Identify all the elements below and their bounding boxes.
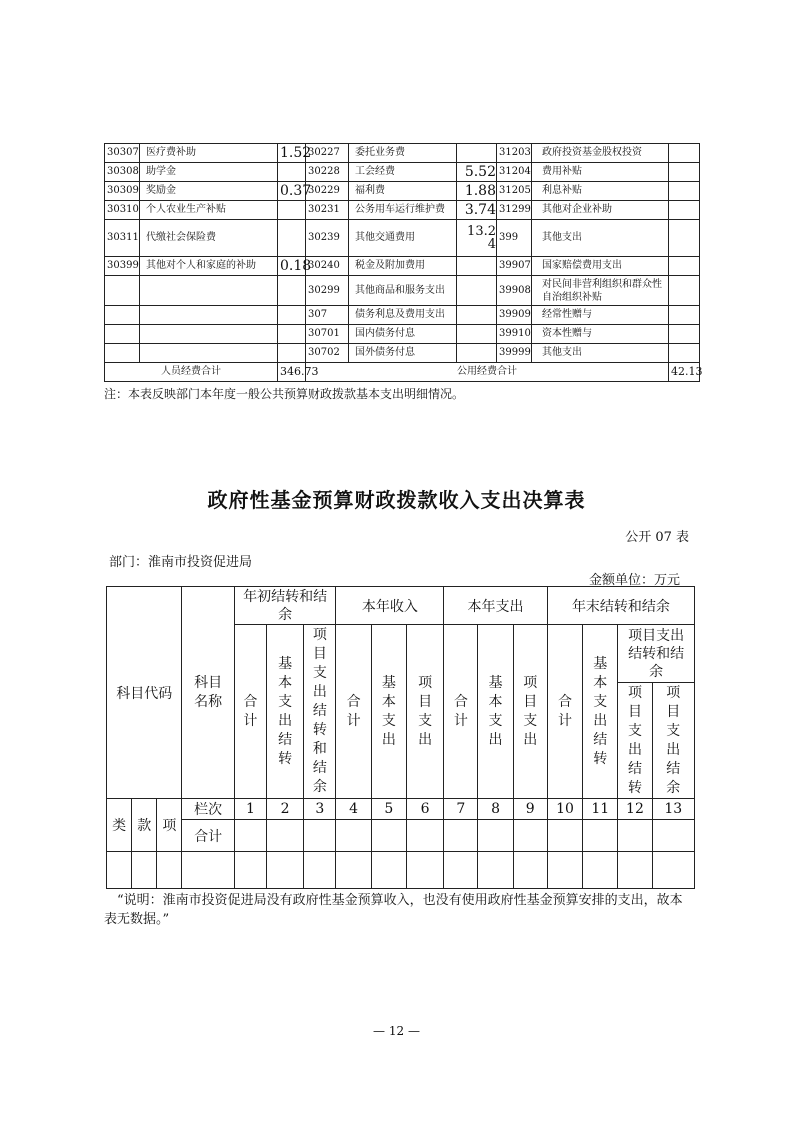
total-cell bbox=[547, 820, 582, 852]
column-number: 6 bbox=[406, 799, 443, 820]
item-code: 30309 bbox=[105, 182, 140, 201]
header-end-balance: 年末结转和结余 bbox=[547, 587, 694, 625]
page-number: — 12 — bbox=[373, 1024, 420, 1038]
item-amount: 1.88 bbox=[457, 182, 497, 201]
page-title: 政府性基金预算财政拨款收入支出决算表 bbox=[207, 488, 586, 512]
item-code: 39909 bbox=[497, 306, 532, 325]
table-row bbox=[105, 306, 700, 325]
column-number: 8 bbox=[478, 799, 513, 820]
item-amount bbox=[669, 344, 700, 363]
data-cell bbox=[444, 852, 478, 889]
item-amount bbox=[669, 306, 700, 325]
item-amount bbox=[669, 325, 700, 344]
item-amount bbox=[457, 257, 497, 276]
data-cell bbox=[406, 852, 443, 889]
table-row bbox=[105, 163, 700, 182]
header-end-project-surplus: 项目支出结余 bbox=[652, 683, 694, 799]
item-code: 30399 bbox=[105, 257, 140, 276]
column-number: 13 bbox=[652, 799, 694, 820]
item-name: 国家赔偿费用支出 bbox=[532, 257, 669, 276]
header-expense-basic: 基本支出 bbox=[478, 625, 513, 799]
item-amount: 13.24 bbox=[457, 220, 497, 257]
item-code: 399 bbox=[497, 220, 532, 257]
public-total-value: 42.13 bbox=[669, 363, 700, 382]
header-xiang: 项 bbox=[157, 799, 182, 852]
item-amount bbox=[669, 276, 700, 306]
item-name: 其他支出 bbox=[532, 220, 669, 257]
header-income-project: 项目支出 bbox=[406, 625, 443, 799]
total-cell bbox=[406, 820, 443, 852]
item-code: 30701 bbox=[306, 325, 349, 344]
item-name: 国外债务付息 bbox=[349, 344, 457, 363]
item-amount bbox=[278, 306, 306, 325]
column-number: 10 bbox=[547, 799, 582, 820]
data-cell bbox=[234, 852, 266, 889]
public-total-label: 公用经费合计 bbox=[306, 363, 669, 382]
item-amount: 0.18 bbox=[278, 257, 306, 276]
item-amount bbox=[457, 276, 497, 306]
personnel-total-label: 人员经费合计 bbox=[105, 363, 278, 382]
item-name bbox=[140, 306, 278, 325]
column-index-label: 栏次 bbox=[182, 799, 234, 820]
item-code: 30229 bbox=[306, 182, 349, 201]
item-code: 30307 bbox=[105, 144, 140, 163]
data-cell bbox=[267, 852, 304, 889]
personnel-total-value: 346.73 bbox=[278, 363, 306, 382]
item-name: 政府投资基金股权投资 bbox=[532, 144, 669, 163]
item-code bbox=[105, 306, 140, 325]
table-row bbox=[105, 201, 700, 220]
department-label: 部门：淮南市投资促进局 bbox=[109, 555, 253, 570]
amount-unit-label: 金额单位：万元 bbox=[588, 573, 680, 588]
header-end-basic: 基本支出结转 bbox=[583, 625, 618, 799]
item-name: 其他对企业补助 bbox=[532, 201, 669, 220]
item-name: 助学金 bbox=[140, 163, 278, 182]
item-amount bbox=[278, 163, 306, 182]
column-number: 4 bbox=[336, 799, 371, 820]
item-code: 31299 bbox=[497, 201, 532, 220]
total-row-label: 合计 bbox=[182, 820, 234, 852]
header-begin-balance: 年初结转和结余 bbox=[234, 587, 336, 625]
item-name: 其他对个人和家庭的补助 bbox=[140, 257, 278, 276]
data-cell bbox=[107, 852, 132, 889]
item-amount bbox=[278, 276, 306, 306]
header-end-project: 项目支出结转和结余 bbox=[618, 625, 695, 683]
item-name: 费用补贴 bbox=[532, 163, 669, 182]
item-amount bbox=[669, 220, 700, 257]
data-cell bbox=[478, 852, 513, 889]
item-name: 经常性赠与 bbox=[532, 306, 669, 325]
table-number: 公开 07 表 bbox=[625, 530, 689, 545]
basic-expenditure-detail-table bbox=[104, 143, 703, 382]
item-code bbox=[105, 325, 140, 344]
item-code: 31204 bbox=[497, 163, 532, 182]
item-code: 30228 bbox=[306, 163, 349, 182]
data-cell bbox=[513, 852, 547, 889]
item-code: 39907 bbox=[497, 257, 532, 276]
item-name: 奖励金 bbox=[140, 182, 278, 201]
column-number: 12 bbox=[618, 799, 652, 820]
item-name: 其他交通费用 bbox=[349, 220, 457, 257]
item-name: 工会经费 bbox=[349, 163, 457, 182]
header-end-project-carry: 项目支出结转 bbox=[618, 683, 652, 799]
data-cell bbox=[157, 852, 182, 889]
header-income-basic: 基本支出 bbox=[371, 625, 406, 799]
item-amount: 5.52 bbox=[457, 163, 497, 182]
item-code bbox=[105, 344, 140, 363]
total-cell bbox=[234, 820, 266, 852]
item-code: 307 bbox=[306, 306, 349, 325]
item-code: 30311 bbox=[105, 220, 140, 257]
header-expense-total: 合计 bbox=[444, 625, 478, 799]
header-begin-project: 项目支出结转和结余 bbox=[304, 625, 336, 799]
item-code: 30240 bbox=[306, 257, 349, 276]
data-cell bbox=[182, 852, 234, 889]
item-code: 30239 bbox=[306, 220, 349, 257]
item-amount: 0.37 bbox=[278, 182, 306, 201]
total-cell bbox=[583, 820, 618, 852]
total-cell bbox=[304, 820, 336, 852]
header-begin-basic: 基本支出结转 bbox=[267, 625, 304, 799]
data-cell bbox=[547, 852, 582, 889]
item-code: 30299 bbox=[306, 276, 349, 306]
item-name: 代缴社会保险费 bbox=[140, 220, 278, 257]
column-number: 2 bbox=[267, 799, 304, 820]
table-row bbox=[105, 276, 700, 306]
header-income: 本年收入 bbox=[336, 587, 444, 625]
header-lei: 类 bbox=[107, 799, 132, 852]
header-end-total: 合计 bbox=[547, 625, 582, 799]
total-cell bbox=[336, 820, 371, 852]
header-begin-total: 合计 bbox=[234, 625, 266, 799]
item-code: 30702 bbox=[306, 344, 349, 363]
item-name: 国内债务付息 bbox=[349, 325, 457, 344]
data-cell bbox=[304, 852, 336, 889]
item-amount bbox=[669, 257, 700, 276]
item-amount bbox=[669, 163, 700, 182]
item-name bbox=[140, 276, 278, 306]
item-name: 公务用车运行维护费 bbox=[349, 201, 457, 220]
item-name: 税金及附加费用 bbox=[349, 257, 457, 276]
item-code bbox=[105, 276, 140, 306]
item-code: 30308 bbox=[105, 163, 140, 182]
item-code: 39908 bbox=[497, 276, 532, 306]
item-name bbox=[140, 325, 278, 344]
table-row bbox=[105, 182, 700, 201]
header-income-total: 合计 bbox=[336, 625, 371, 799]
column-number: 9 bbox=[513, 799, 547, 820]
data-cell bbox=[583, 852, 618, 889]
total-cell bbox=[444, 820, 478, 852]
government-fund-budget-table bbox=[106, 586, 695, 889]
item-amount: 1.52 bbox=[278, 144, 306, 163]
header-expense-project: 项目支出 bbox=[513, 625, 547, 799]
table-row bbox=[105, 144, 700, 163]
item-name bbox=[140, 344, 278, 363]
column-number: 5 bbox=[371, 799, 406, 820]
item-amount bbox=[457, 144, 497, 163]
total-cell bbox=[371, 820, 406, 852]
item-name: 债务利息及费用支出 bbox=[349, 306, 457, 325]
data-cell bbox=[132, 852, 157, 889]
item-amount bbox=[457, 306, 497, 325]
item-amount bbox=[457, 344, 497, 363]
table-note: 注：本表反映部门本年度一般公共预算财政拨款基本支出明细情况。 bbox=[104, 387, 465, 401]
item-name: 医疗费补助 bbox=[140, 144, 278, 163]
item-code: 30227 bbox=[306, 144, 349, 163]
table-row bbox=[105, 325, 700, 344]
total-cell bbox=[618, 820, 652, 852]
item-name: 其他商品和服务支出 bbox=[349, 276, 457, 306]
item-amount bbox=[278, 325, 306, 344]
data-cell bbox=[371, 852, 406, 889]
explanation-note: “说明：淮南市投资促进局没有政府性基金预算收入，也没有使用政府性基金预算安排的支出，故本表无数据。” bbox=[104, 893, 683, 927]
total-cell bbox=[513, 820, 547, 852]
header-subject-name: 科目名称 bbox=[182, 587, 234, 799]
totals-row bbox=[105, 363, 700, 382]
item-amount: 3.74 bbox=[457, 201, 497, 220]
header-subject-code: 科目代码 bbox=[107, 587, 182, 799]
total-cell bbox=[478, 820, 513, 852]
data-cell bbox=[336, 852, 371, 889]
item-name: 利息补贴 bbox=[532, 182, 669, 201]
header-kuan: 款 bbox=[132, 799, 157, 852]
total-cell bbox=[652, 820, 694, 852]
item-code: 39910 bbox=[497, 325, 532, 344]
item-name: 对民间非营利组织和群众性自治组织补贴 bbox=[532, 276, 669, 306]
total-cell bbox=[267, 820, 304, 852]
item-amount bbox=[278, 344, 306, 363]
item-name: 福利费 bbox=[349, 182, 457, 201]
item-name: 个人农业生产补贴 bbox=[140, 201, 278, 220]
column-number: 1 bbox=[234, 799, 266, 820]
data-cell bbox=[652, 852, 694, 889]
item-amount bbox=[669, 201, 700, 220]
table-row bbox=[105, 257, 700, 276]
column-number: 11 bbox=[583, 799, 618, 820]
item-name: 资本性赠与 bbox=[532, 325, 669, 344]
table-row bbox=[105, 220, 700, 257]
item-name: 其他支出 bbox=[532, 344, 669, 363]
item-code: 30310 bbox=[105, 201, 140, 220]
data-cell bbox=[618, 852, 652, 889]
item-amount bbox=[278, 220, 306, 257]
header-expense: 本年支出 bbox=[444, 587, 548, 625]
item-code: 31203 bbox=[497, 144, 532, 163]
item-amount bbox=[669, 182, 700, 201]
table-row bbox=[105, 344, 700, 363]
column-number: 7 bbox=[444, 799, 478, 820]
item-code: 30231 bbox=[306, 201, 349, 220]
item-amount bbox=[278, 201, 306, 220]
item-name: 委托业务费 bbox=[349, 144, 457, 163]
column-number: 3 bbox=[304, 799, 336, 820]
item-code: 39999 bbox=[497, 344, 532, 363]
item-amount bbox=[457, 325, 497, 344]
item-code: 31205 bbox=[497, 182, 532, 201]
item-amount bbox=[669, 144, 700, 163]
